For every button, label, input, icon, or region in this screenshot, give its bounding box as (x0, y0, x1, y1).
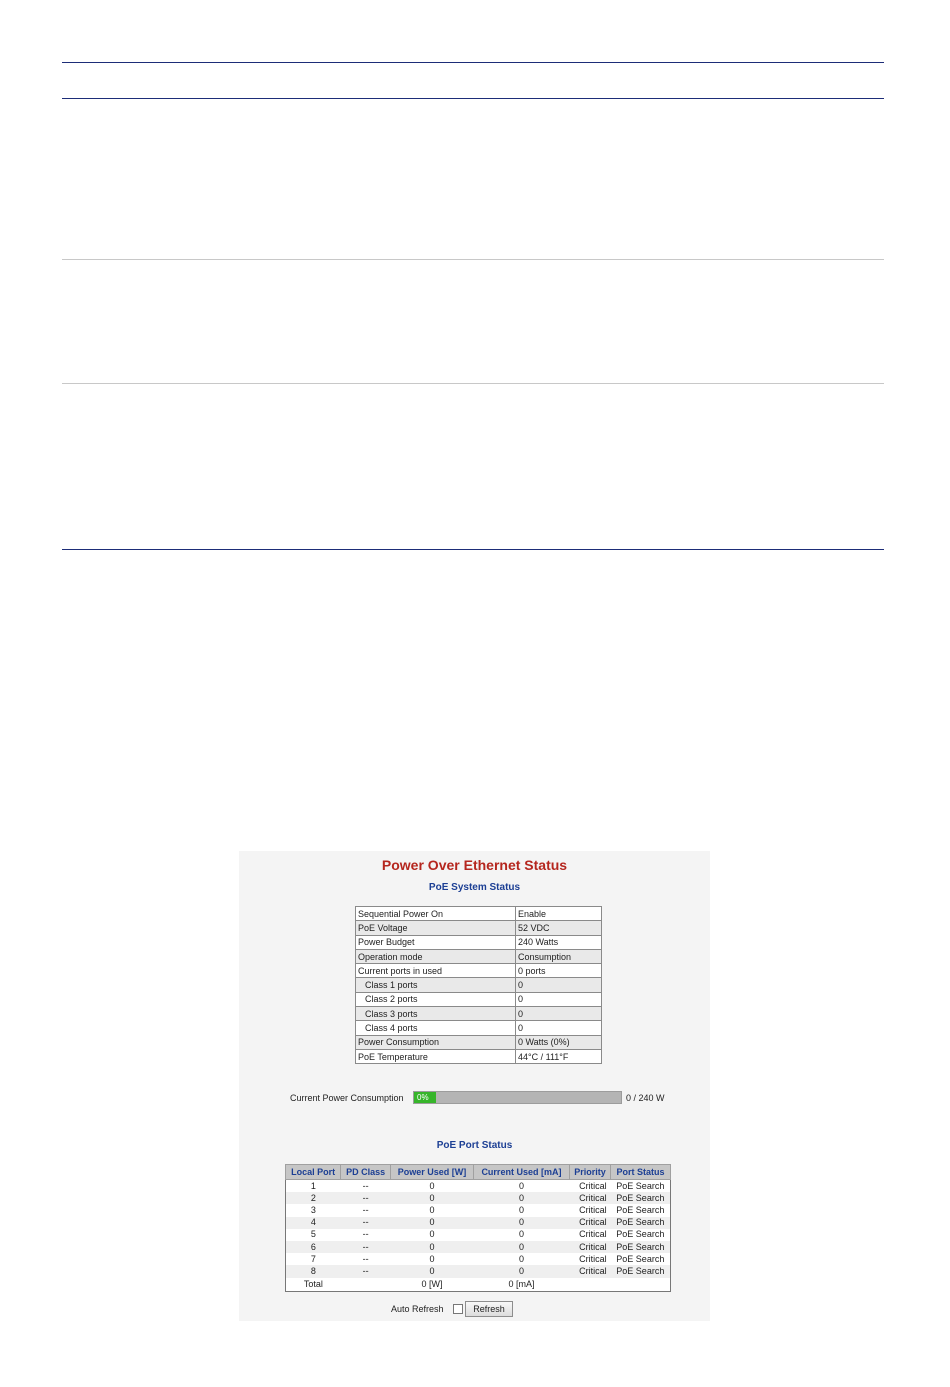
table-row (356, 1007, 602, 1021)
row-label: PoE Temperature (356, 1049, 516, 1063)
priority: Critical (579, 1204, 607, 1215)
page-title: Power Over Ethernet Status (381, 857, 568, 873)
row-label: Power Budget (356, 935, 516, 949)
power-used: 0 (391, 1265, 474, 1277)
power-consumption-label: Current Power Consumption (290, 1093, 404, 1103)
pd-class: -- (362, 1180, 369, 1191)
current-used: 0 (518, 1253, 524, 1264)
port-status-table (285, 1164, 671, 1292)
row-label: Sequential Power On (356, 907, 516, 921)
port-status: PoE Search (611, 1192, 671, 1204)
power-used: 0 (429, 1204, 435, 1215)
table-row (356, 907, 602, 921)
priority: Critical (579, 1229, 607, 1240)
row-value: 44°C / 111°F (516, 1049, 602, 1063)
row-divider (62, 259, 884, 260)
column-header: Current Used [mA] (473, 1165, 569, 1180)
port-status: PoE Search (616, 1253, 665, 1264)
auto-refresh-label: Auto Refresh (391, 1304, 444, 1314)
port-number: 5 (310, 1229, 316, 1240)
row-value: 0 (516, 992, 602, 1006)
header-rule-bottom (62, 98, 884, 99)
power-used: 0 (429, 1180, 435, 1191)
power-consumption-fill (414, 1092, 436, 1103)
priority: Critical (569, 1265, 610, 1277)
power-used: 0 (391, 1241, 474, 1253)
priority: Critical (569, 1241, 610, 1253)
table-row (356, 964, 602, 978)
row-value: 0 (516, 978, 602, 992)
power-used: 0 (429, 1253, 435, 1264)
row-divider (62, 383, 884, 384)
poe-status-page (239, 851, 710, 1321)
current-used: 0 (473, 1192, 569, 1204)
port-number: 7 (310, 1253, 316, 1264)
power-consumption-max: 0 / 240 W (626, 1093, 665, 1103)
power-consumption-percent: 0% (417, 1093, 429, 1102)
port-status: PoE Search (616, 1180, 665, 1191)
current-used: 0 (473, 1265, 569, 1277)
auto-refresh-checkbox[interactable] (453, 1304, 463, 1314)
current-used: 0 (518, 1204, 524, 1215)
table-row (286, 1217, 671, 1229)
total-current: 0 [mA] (508, 1278, 535, 1289)
current-used: 0 (518, 1180, 524, 1191)
power-consumption-bar (413, 1091, 622, 1104)
table-row (356, 978, 602, 992)
total-power: 0 [W] (421, 1278, 443, 1289)
pd-class: -- (341, 1265, 391, 1277)
column-header: Power Used [W] (391, 1165, 474, 1180)
power-used: 0 (429, 1229, 435, 1240)
total-label: Total (303, 1278, 323, 1289)
header-rule-top (62, 62, 884, 63)
table-row (356, 1035, 602, 1049)
row-value: 0 Watts (0%) (516, 1035, 602, 1049)
row-value: 0 (516, 1007, 602, 1021)
table-row (356, 1021, 602, 1035)
table-row (286, 1265, 671, 1277)
column-header: Local Port (286, 1165, 341, 1180)
row-value: 0 (516, 1021, 602, 1035)
row-value: Consumption (516, 949, 602, 963)
pd-class: -- (341, 1241, 391, 1253)
port-status: PoE Search (611, 1217, 671, 1229)
port-status-title: PoE Port Status (436, 1140, 513, 1151)
row-label: Operation mode (356, 949, 516, 963)
total-spacer (611, 1278, 671, 1292)
row-value: 0 ports (516, 964, 602, 978)
power-used: 0 (391, 1192, 474, 1204)
row-value: Enable (516, 907, 602, 921)
pd-class: -- (341, 1217, 391, 1229)
priority: Critical (579, 1180, 607, 1191)
table-row (286, 1229, 671, 1241)
port-status: PoE Search (616, 1204, 665, 1215)
pd-class: -- (341, 1192, 391, 1204)
port-status: PoE Search (616, 1229, 665, 1240)
port-status: PoE Search (611, 1265, 671, 1277)
total-row (286, 1278, 671, 1292)
row-value: 52 VDC (516, 921, 602, 935)
table-row (356, 1049, 602, 1063)
row-label: Power Consumption (356, 1035, 516, 1049)
table-header-row (286, 1165, 671, 1180)
column-header: Port Status (611, 1165, 671, 1180)
system-status-title: PoE System Status (428, 882, 521, 893)
table-row (286, 1192, 671, 1204)
row-label: Current ports in used (356, 964, 516, 978)
table-row (356, 992, 602, 1006)
current-used: 0 (473, 1241, 569, 1253)
pd-class: -- (362, 1229, 369, 1240)
table-row (356, 935, 602, 949)
port-status: PoE Search (611, 1241, 671, 1253)
port-number: 1 (310, 1180, 316, 1191)
table-row (286, 1180, 671, 1193)
table-row (286, 1253, 671, 1265)
port-number: 4 (286, 1217, 341, 1229)
table-end-rule (62, 549, 884, 550)
port-number: 2 (286, 1192, 341, 1204)
row-label: Class 4 ports (356, 1021, 516, 1035)
total-spacer (569, 1278, 610, 1292)
refresh-button[interactable]: Refresh (465, 1301, 513, 1317)
power-used: 0 (391, 1217, 474, 1229)
column-header: Priority (569, 1165, 610, 1180)
pd-class: -- (362, 1204, 369, 1215)
table-row (356, 949, 602, 963)
table-row (356, 921, 602, 935)
priority: Critical (569, 1192, 610, 1204)
port-number: 3 (310, 1204, 316, 1215)
port-number: 6 (286, 1241, 341, 1253)
priority: Critical (579, 1253, 607, 1264)
total-spacer (341, 1278, 391, 1292)
pd-class: -- (362, 1253, 369, 1264)
column-header: PD Class (341, 1165, 391, 1180)
row-label: Class 1 ports (356, 978, 516, 992)
table-row (286, 1204, 671, 1216)
row-label: Class 2 ports (356, 992, 516, 1006)
table-row (286, 1241, 671, 1253)
system-status-table (355, 906, 602, 1064)
row-label: PoE Voltage (356, 921, 516, 935)
port-number: 8 (286, 1265, 341, 1277)
current-used: 0 (518, 1229, 524, 1240)
row-label: Class 3 ports (356, 1007, 516, 1021)
priority: Critical (569, 1217, 610, 1229)
row-value: 240 Watts (516, 935, 602, 949)
current-used: 0 (473, 1217, 569, 1229)
